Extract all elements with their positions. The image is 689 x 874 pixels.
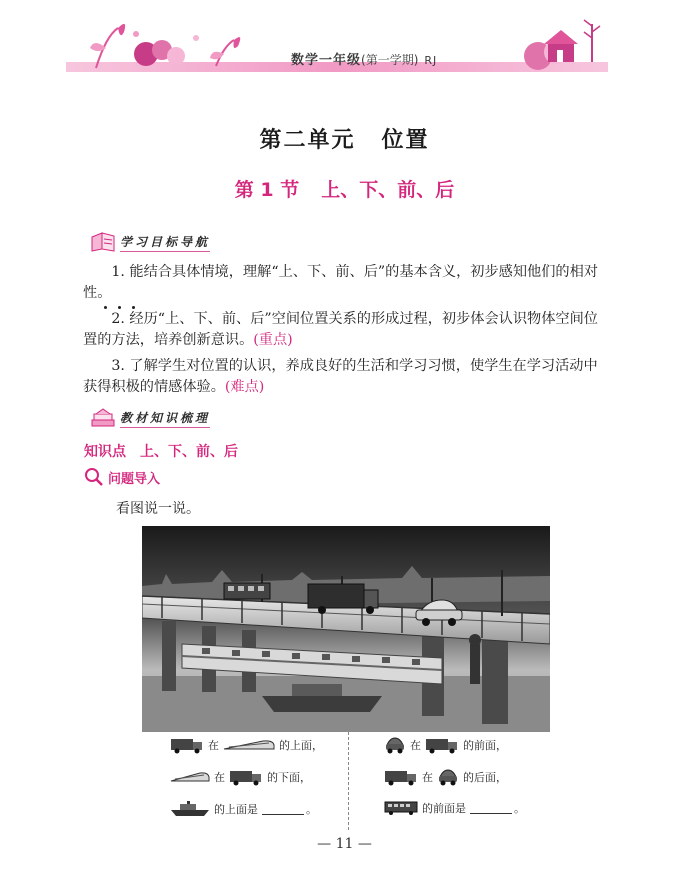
unit-title: 第二单元 位置	[259, 127, 430, 153]
flower-decoration-left	[76, 18, 246, 74]
goal-item-3: 3. 了解学生对位置的认识，养成良好的生活和学习习惯，使学生在学习活动中获得积极的情感体验。(难点)	[83, 358, 598, 395]
caption-left-1: 在 的上面，	[170, 736, 327, 754]
bus-icon	[384, 800, 418, 816]
car-icon	[437, 768, 459, 786]
boat-icon	[170, 800, 210, 818]
knowledge-heading: 教材知识梳理	[90, 407, 210, 429]
knowledge-point-title: 知识点 上、下、前、后	[84, 444, 238, 460]
train-icon	[170, 769, 210, 785]
answer-blank[interactable]	[262, 804, 304, 815]
caption-divider	[348, 732, 349, 830]
goal-item-1: 1. 能结合具体情境，理解“上、下、前、后”的基本含义，初步感知他们的相对性。	[83, 264, 598, 301]
train-icon	[223, 737, 275, 753]
caption-right-1: 在 的前面，	[384, 736, 511, 754]
caption-right-2: 在 的后面，	[384, 768, 511, 786]
instruction-text: 看图说一说。	[116, 501, 200, 517]
goals-heading: 学习目标导航	[90, 231, 210, 253]
header-title: 数学一年级(第一学期) RJ	[291, 53, 438, 68]
answer-blank[interactable]	[470, 803, 512, 814]
question-intro: 问题导入	[84, 467, 160, 487]
bridge-illustration	[142, 526, 550, 732]
caption-right-3: 的前面是 。	[384, 800, 525, 816]
page-header	[66, 18, 608, 76]
car-icon	[384, 736, 406, 754]
magnifier-icon	[84, 467, 104, 487]
page-number: — 11 —	[317, 836, 372, 852]
caption-left-3: 的上面是 。	[170, 800, 317, 818]
house-decoration-right	[508, 18, 608, 74]
truck-icon	[384, 768, 418, 786]
picture-captions	[150, 732, 550, 832]
books-stack-icon	[90, 407, 116, 429]
truck-icon	[425, 736, 459, 754]
section-title: 第 1 节 上、下、前、后	[234, 179, 455, 201]
truck-icon	[170, 736, 204, 754]
truck-icon	[229, 768, 263, 786]
caption-left-2: 在 的下面，	[170, 768, 315, 786]
book-icon	[90, 231, 116, 253]
goal-item-2: 2. 经历“上、下、前、后”空间位置关系的形成过程，初步体会认识物体空间位置的方法，培养创新意识。(重点)	[83, 311, 598, 348]
